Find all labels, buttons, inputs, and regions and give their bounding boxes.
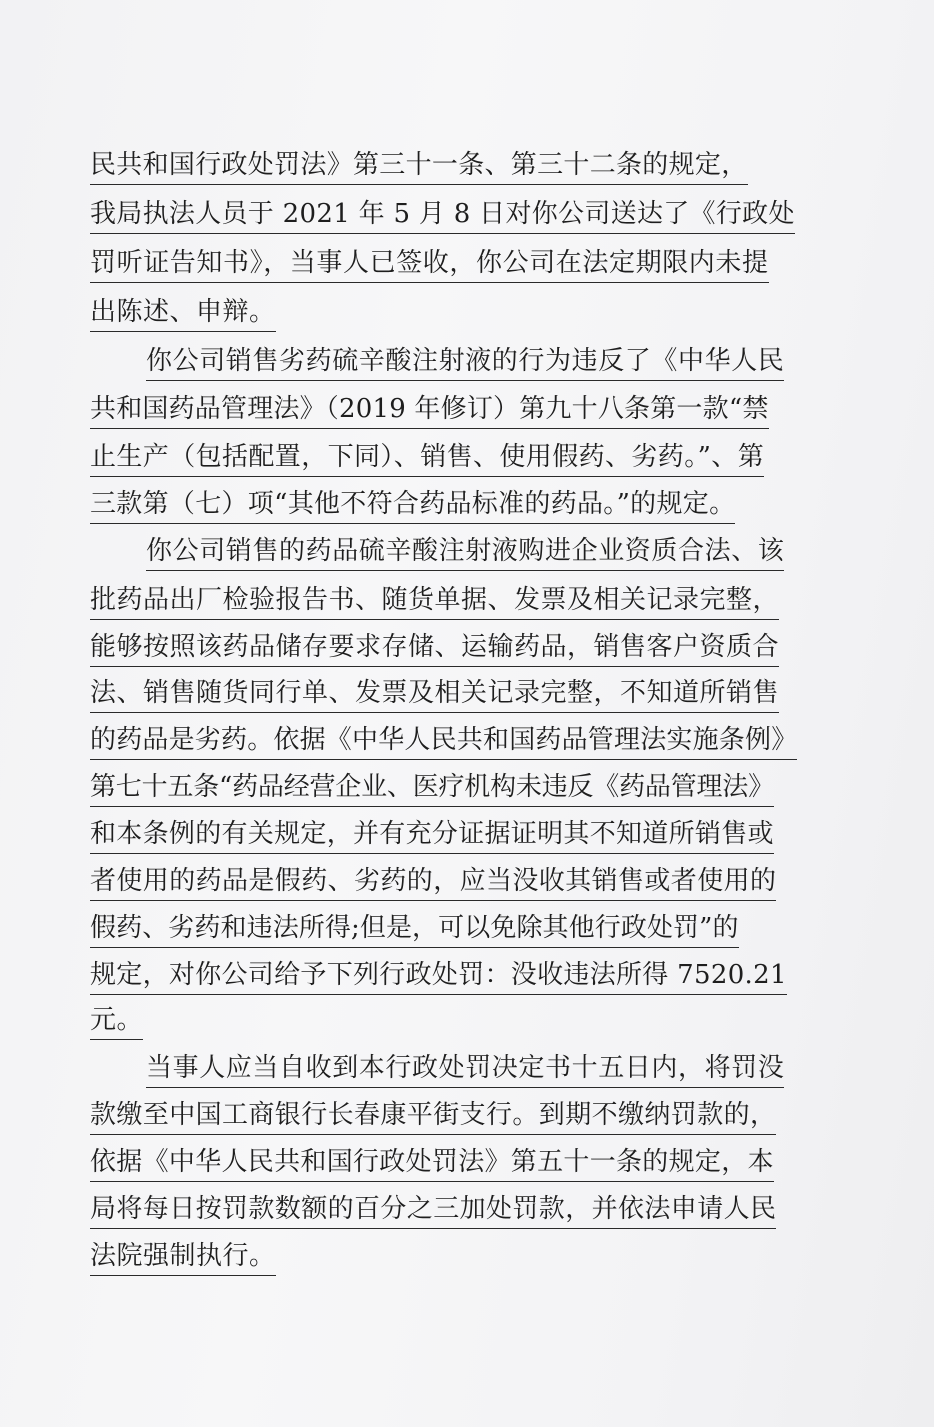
underlined-text: 能够按照该药品储存要求存储、运输药品，销售客户资质合 bbox=[90, 630, 779, 667]
text-line bbox=[90, 861, 776, 901]
text-line bbox=[90, 627, 779, 667]
underlined-text: 的药品是劣药。依据《中华人民共和国药品管理法实施条例》 bbox=[90, 723, 797, 760]
underlined-text: 法院强制执行。 bbox=[90, 1239, 276, 1276]
text-line bbox=[90, 389, 769, 429]
underlined-text: 依据《中华人民共和国行政处罚法》第五十一条的规定，本 bbox=[90, 1145, 774, 1182]
underlined-text: 款缴至中国工商银行长春康平街支行。到期不缴纳罚款的， bbox=[90, 1098, 776, 1135]
underlined-text: 罚听证告知书》，当事人已签收，你公司在法定期限内未提 bbox=[90, 246, 769, 283]
underlined-text: 批药品出厂检验报告书、随货单据、发票及相关记录完整， bbox=[90, 583, 779, 620]
text-line bbox=[90, 955, 787, 995]
text-line bbox=[90, 767, 774, 807]
paragraph-start-line bbox=[146, 531, 784, 571]
text-line bbox=[90, 292, 276, 332]
text-line bbox=[90, 194, 795, 234]
text-line bbox=[90, 720, 797, 760]
underlined-text: 出陈述、申辩。 bbox=[90, 295, 276, 332]
text-line bbox=[90, 1000, 143, 1040]
underlined-text: 假药、劣药和违法所得;但是，可以免除其他行政处罚”的 bbox=[90, 911, 739, 948]
underlined-text: 我局执法人员于 2021 年 5 月 8 日对你公司送达了《行政处 bbox=[90, 197, 795, 234]
text-line bbox=[90, 484, 735, 524]
underlined-text: 你公司销售的药品硫辛酸注射液购进企业资质合法、该 bbox=[146, 534, 784, 571]
text-line bbox=[90, 1189, 776, 1229]
underlined-text: 当事人应当自收到本行政处罚决定书十五日内，将罚没 bbox=[146, 1051, 784, 1088]
text-line bbox=[90, 437, 764, 477]
text-line bbox=[90, 908, 739, 948]
text-line bbox=[90, 1142, 774, 1182]
paragraph-start-line bbox=[146, 1048, 784, 1088]
text-line bbox=[90, 814, 774, 854]
underlined-text: 局将每日按罚款数额的百分之三加处罚款，并依法申请人民 bbox=[90, 1192, 776, 1229]
text-line bbox=[90, 1236, 276, 1276]
underlined-text: 法、销售随货同行单、发票及相关记录完整，不知道所销售 bbox=[90, 676, 779, 713]
underlined-text: 元。 bbox=[90, 1003, 143, 1040]
underlined-text: 民共和国行政处罚法》第三十一条、第三十二条的规定， bbox=[90, 148, 748, 185]
underlined-text: 止生产（包括配置，下同）、销售、使用假药、劣药。”、第 bbox=[90, 440, 764, 477]
text-line bbox=[90, 243, 769, 283]
text-line bbox=[90, 673, 779, 713]
text-line bbox=[90, 580, 779, 620]
underlined-text: 你公司销售劣药硫辛酸注射液的行为违反了《中华人民 bbox=[146, 344, 784, 381]
underlined-text: 和本条例的有关规定，并有充分证据证明其不知道所销售或 bbox=[90, 817, 774, 854]
text-line bbox=[90, 145, 748, 185]
underlined-text: 共和国药品管理法》（2019 年修订）第九十八条第一款“禁 bbox=[90, 392, 769, 429]
underlined-text: 三款第（七）项“其他不符合药品标准的药品。”的规定。 bbox=[90, 487, 735, 524]
paragraph-start-line bbox=[146, 341, 784, 381]
text-line bbox=[90, 1095, 776, 1135]
underlined-text: 第七十五条“药品经营企业、医疗机构未违反《药品管理法》 bbox=[90, 770, 774, 807]
underlined-text: 者使用的药品是假药、劣药的，应当没收其销售或者使用的 bbox=[90, 864, 776, 901]
underlined-text: 规定，对你公司给予下列行政处罚：没收违法所得 7520.21 bbox=[90, 958, 787, 995]
